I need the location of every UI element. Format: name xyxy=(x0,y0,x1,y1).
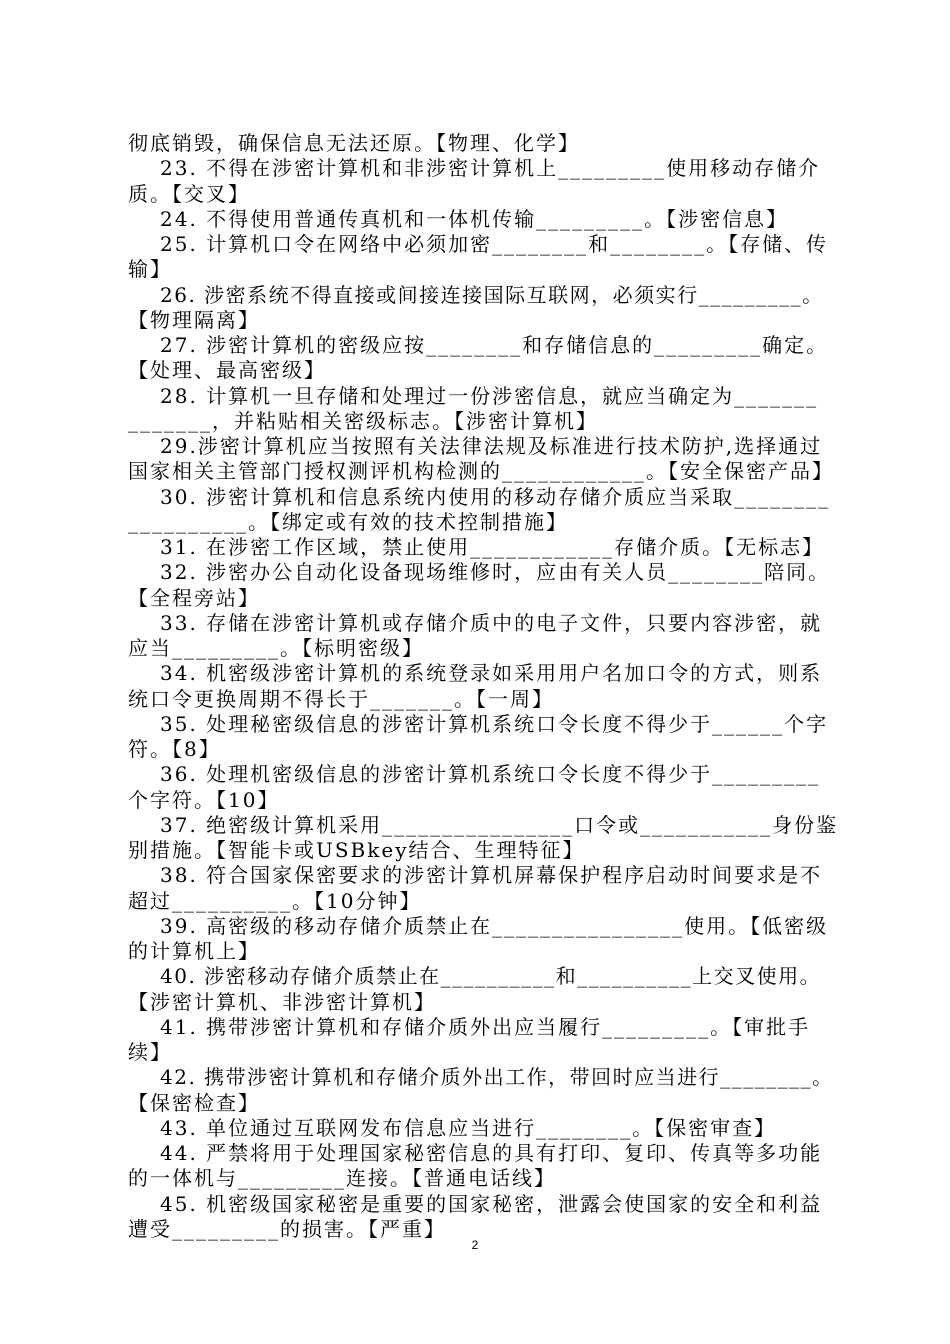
text-line: 的一体机与_________连接。【普通电话线】 xyxy=(128,1166,556,1191)
text-line: 35. 处理秘密级信息的涉密计算机系统口令长度不得少于______个字 xyxy=(160,711,829,736)
text-line: 31. 在涉密工作区域，禁止使用____________存储介质。【无标志】 xyxy=(160,535,825,559)
text-line: 33. 存储在涉密计算机或存储介质中的电子文件，只要内容涉密，就 xyxy=(160,610,823,635)
text-line: 26. 涉密系统不得直接或间接连接国际互联网，必须实行_________。 xyxy=(160,282,824,307)
text-line: 24. 不得使用普通传真机和一体机传输_________。【涉密信息】 xyxy=(160,206,789,231)
text-line: 37. 绝密级计算机采用________________口令或___________身份鉴 xyxy=(160,812,839,837)
text-line: 符。【8】 xyxy=(128,737,221,761)
text-line: 应当_________。【标明密级】 xyxy=(128,636,424,660)
text-line: __________。【绑定或有效的技术控制措施】 xyxy=(128,509,568,534)
text-line: 国家相关主管部门授权测评机构检测的____________。【安全保密产品】 xyxy=(128,459,834,484)
text-line: 40. 涉密移动存储介质禁止在__________和__________上交叉使用。 xyxy=(160,964,822,989)
text-line: 遭受_________的损害。【严重】 xyxy=(128,1216,446,1241)
text-line: 43. 单位通过互联网发布信息应当进行________。【保密审查】 xyxy=(160,1115,777,1140)
text-line: 36. 处理机密级信息的涉密计算机系统口令长度不得少于_________ xyxy=(160,762,821,787)
text-line: 45. 机密级国家秘密是重要的国家秘密，泄露会使国家的安全和利益 xyxy=(160,1191,823,1216)
text-line: 质。【交叉】 xyxy=(128,181,250,206)
text-line: 44. 严禁将用于处理国家秘密信息的具有打印、复印、传真等多功能 xyxy=(160,1141,823,1165)
text-line: 39. 高密级的移动存储介质禁止在________________使用。【低密级 xyxy=(160,913,829,938)
text-line: 30. 涉密计算机和信息系统内使用的移动存储介质应当采取________ xyxy=(160,484,831,509)
text-line: 输】 xyxy=(128,257,172,282)
text-line: 25. 计算机口令在网络中必须加密________和________。【存储、传 xyxy=(160,232,829,256)
text-line: 续】 xyxy=(128,1040,172,1064)
text-line: 38. 符合国家保密要求的涉密计算机屏幕保护程序启动时间要求是不 xyxy=(160,863,823,888)
text-line: 32. 涉密办公自动化设备现场维修时，应由有关人员________陪同。 xyxy=(160,560,831,585)
text-line: 别措施。【智能卡或USBkey结合、生理特征】 xyxy=(128,838,585,862)
text-line: 【处理、最高密级】 xyxy=(128,358,326,383)
text-line: 34. 机密级涉密计算机的系统登录如采用用户名加口令的方式，则系 xyxy=(160,661,823,686)
text-line: 27. 涉密计算机的密级应按________和存储信息的_________确定。 xyxy=(160,333,829,357)
text-line: 【保密检查】 xyxy=(128,1090,260,1115)
text-line: 【全程旁站】 xyxy=(128,585,260,610)
page-number: 2 xyxy=(471,1238,479,1252)
text-line: 【物理隔离】 xyxy=(128,307,260,332)
text-line: 彻底销毁，确保信息无法还原。【物理、化学】 xyxy=(128,131,580,155)
text-line: 的计算机上】 xyxy=(128,939,260,963)
text-line: 统口令更换周期不得长于_______。【一周】 xyxy=(128,686,554,711)
text-line: 28. 计算机一旦存储和处理过一份涉密信息，就应当确定为_______ xyxy=(160,383,819,408)
text-line: 42. 携带涉密计算机和存储介质外出工作，带回时应当进行________。 xyxy=(160,1065,834,1090)
text-line: 23. 不得在涉密计算机和非涉密计算机上_________使用移动存储介 xyxy=(160,156,821,181)
text-line: 超过__________。【10分钟】 xyxy=(128,888,422,913)
text-line: 41. 携带涉密计算机和存储介质外出应当履行_________。【审批手 xyxy=(160,1014,811,1039)
text-line: 个字符。【10】 xyxy=(128,787,280,812)
text-line: 29.涉密计算机应当按照有关法律法规及标准进行技术防护,选择通过 xyxy=(160,434,823,458)
text-line: _______，并粘贴相关密级标志。【涉密计算机】 xyxy=(128,408,598,433)
text-line: 【涉密计算机、非涉密计算机】 xyxy=(128,989,436,1014)
